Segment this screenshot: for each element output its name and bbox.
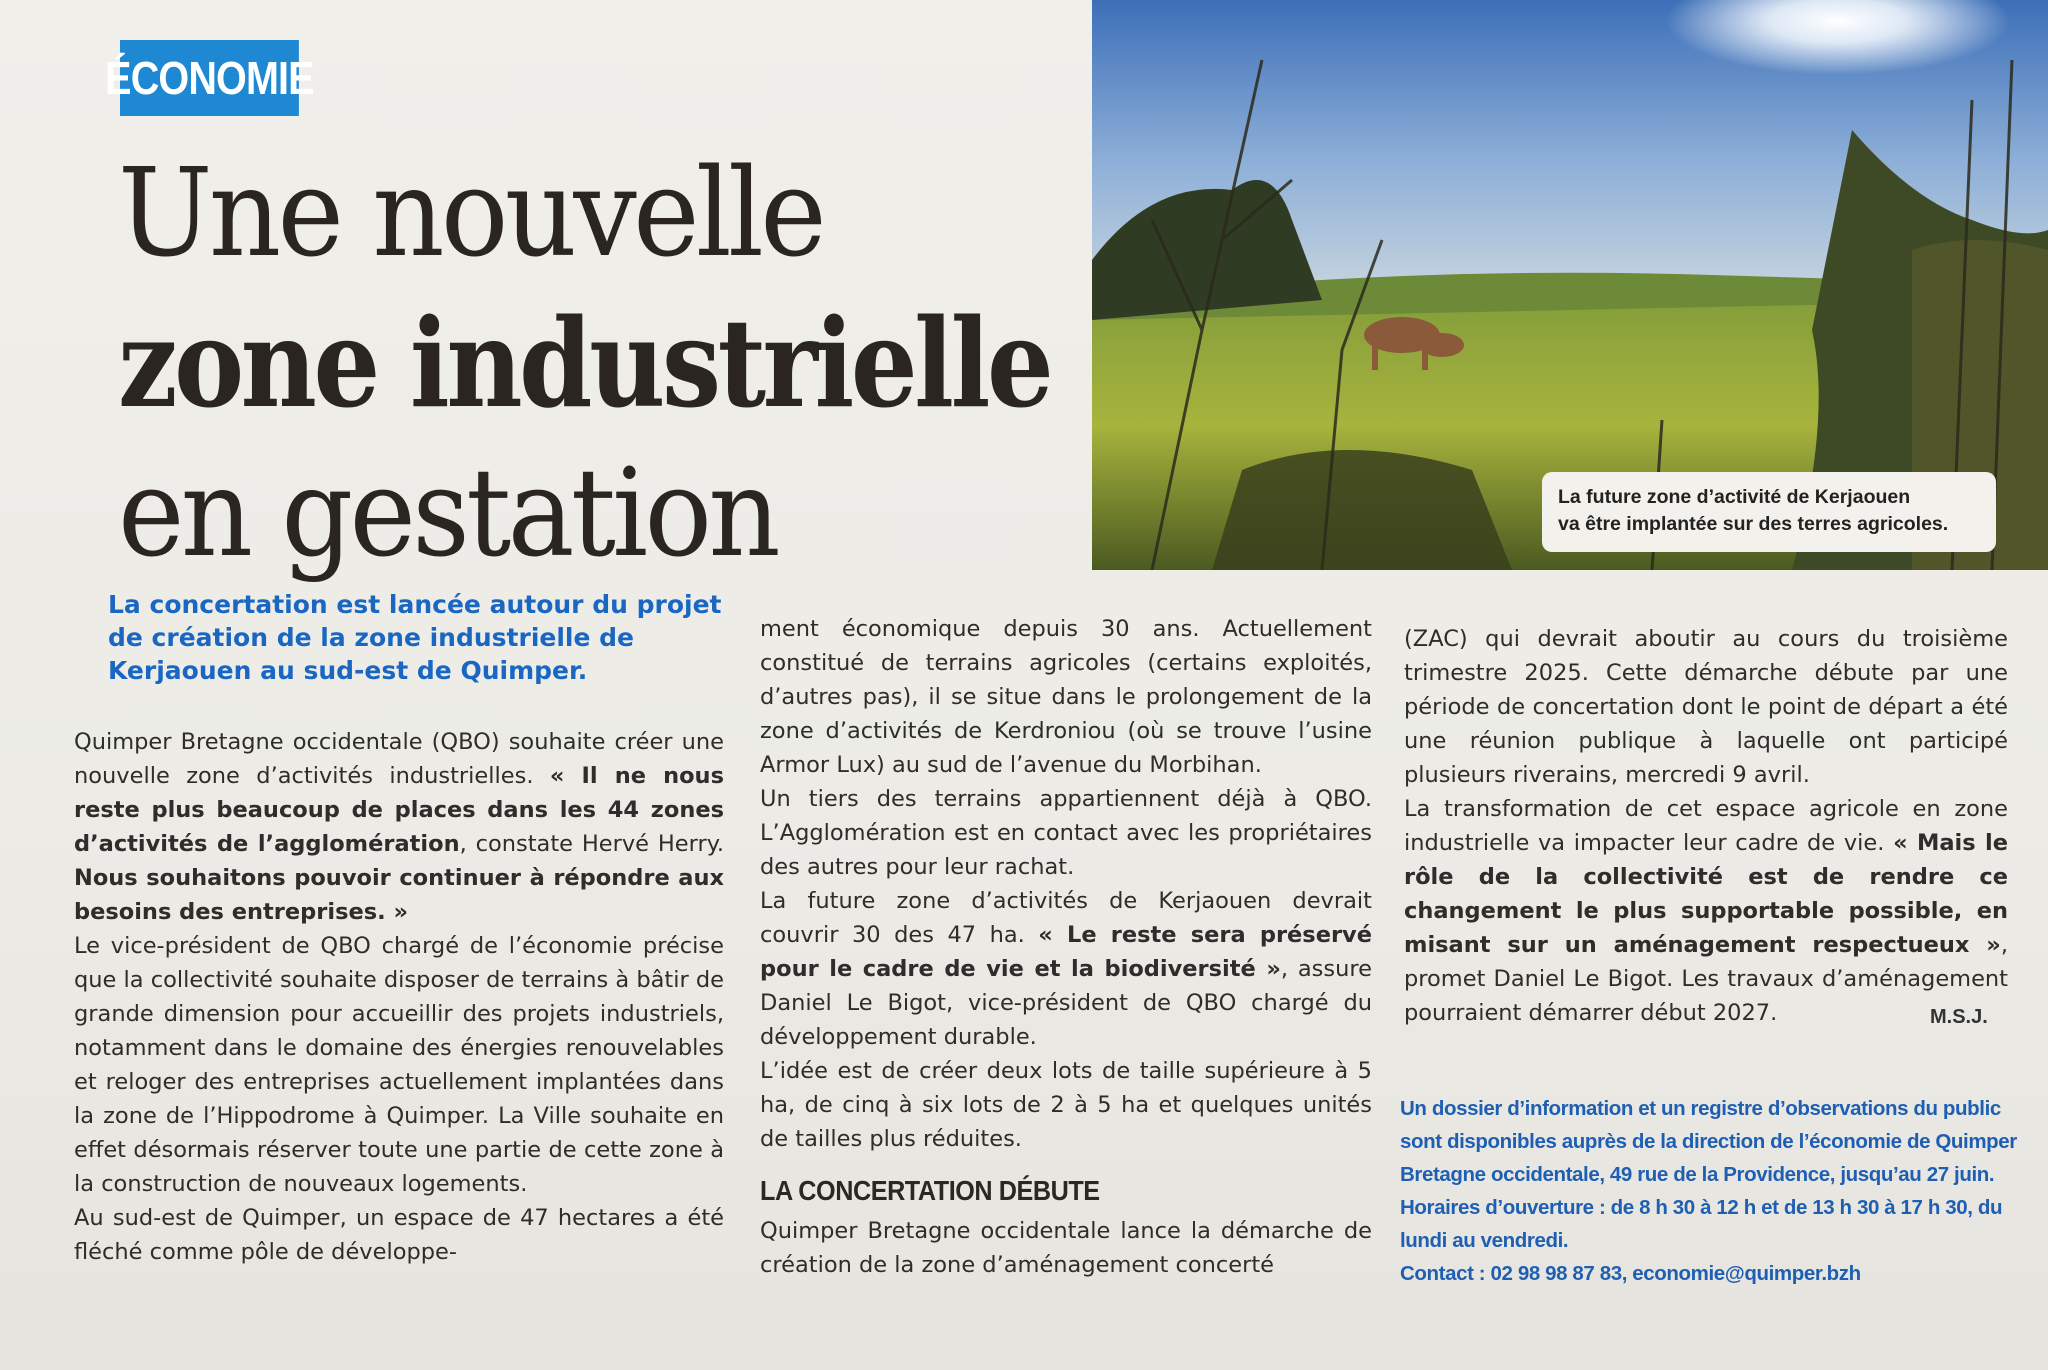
article-lead: La concertation est lancée autour du projet de création de la zone industrielle de Kerjaouen au sud-est de Quimper. [108, 590, 722, 685]
paragraph [74, 725, 724, 929]
paragraph [1404, 792, 2008, 1030]
text-run: Quimper Bretagne occidentale (QBO) souhaite créer une nouvelle zone d’activités industrielles. [74, 729, 724, 789]
subheading: LA CONCERTATION DÉBUTE [760, 1175, 1100, 1206]
headline-line-1: Une nouvelle [118, 142, 824, 284]
paragraph: Quimper Bretagne occidentale lance la démarche de création de la zone d’aménagement concerté [760, 1218, 1372, 1278]
text-column-1 [74, 725, 724, 1269]
author-signature: M.S.J. [1930, 1006, 1988, 1028]
photo-caption [1542, 472, 1996, 552]
text-run: , assure Daniel Le Bigot, vice-président de QBO chargé du développement durable. [760, 956, 1372, 1050]
section-rubric: ÉCONOMIE [120, 40, 299, 116]
paragraph: L’idée est de créer deux lots de taille supérieure à 5 ha, de cinq à six lots de 2 à 5 ha et quelques unités de tailles plus réduites. [760, 1058, 1372, 1152]
info-line: Un dossier d’information et un registre d’observations du public sont disponibles auprès de la direction de l’économie de Quimper Bretagne occidentale, 49 rue de la Providence, jusqu’au 27 juin. [1400, 1097, 2017, 1186]
text-run: La future zone d’activités de Kerjaouen devrait couvrir 30 des 47 ha. [760, 888, 1372, 948]
text-column-3 [1404, 622, 2008, 1030]
paragraph: Un tiers des terrains appartiennent déjà à QBO. L’Agglomération est en contact avec les propriétaires des autres pour leur rachat. [760, 786, 1372, 880]
paragraph: Le vice-président de QBO chargé de l’économie précise que la collectivité souhaite disposer de terrains à bâtir de grande dimension pour accueillir des projets industriels, notamment dans le domaine des énergies renouvelables et reloger des entreprises actuellement implantées dans la zone de l’Hippodrome à Quimper. La Ville souhaite en effet désormais réserver toute une partie de cette zone à la construction de nouveaux logements. [74, 933, 725, 1197]
caption-line-1: La future zone d’activité de Kerjaouen [1558, 486, 1911, 508]
text-run: , constate Hervé Herry. [459, 831, 724, 857]
headline-line-3: en gestation [118, 442, 777, 584]
quote-run: « Mais le rôle de la collectivité est de rendre ce changement le plus supportable possible, en misant sur un aménagement respectueux » [1404, 830, 2009, 958]
quote-run: « Le reste sera préservé pour le cadre de vie et la biodiversité » [760, 922, 1372, 982]
paragraph: ment économique depuis 30 ans. Actuellement constitué de terrains agricoles (certains exploités, d’autres pas), il se situe dans le prolongement de la zone d’activités de Kerdroniou (où se trouve l’usine Armor Lux) au sud de l’avenue du Morbihan. [760, 616, 1372, 778]
text-column-2 [760, 612, 1372, 1282]
quote-run: « Il ne nous reste plus beaucoup de places dans les 44 zones d’activités de l’agglomération [74, 763, 724, 857]
info-contact: Contact : 02 98 98 87 83, economie@quimper.bzh [1400, 1262, 1861, 1285]
info-line: Horaires d’ouverture : de 8 h 30 à 12 h et de 13 h 30 à 17 h 30, du lundi au vendredi. [1400, 1196, 2003, 1252]
quote-run: Nous souhaitons pouvoir continuer à répondre aux besoins des entreprises. » [74, 865, 724, 925]
paragraph [760, 884, 1372, 1054]
paragraph: Au sud-est de Quimper, un espace de 47 hectares a été fléché comme pôle de développe- [74, 1205, 724, 1265]
paragraph: (ZAC) qui devrait aboutir au cours du troisième trimestre 2025. Cette démarche débute par une période de concertation dont le point de départ a été une réunion publique à laquelle ont participé plusieurs riverains, mercredi 9 avril. [1404, 626, 2008, 788]
text-run: , promet Daniel Le Bigot. Les travaux d’aménagement pourraient démarrer début 2027. [1404, 932, 2008, 1026]
caption-line-2: va être implantée sur des terres agricoles. [1558, 513, 1949, 535]
headline-line-2: zone industrielle [118, 291, 1051, 435]
text-run: La transformation de cet espace agricole en zone industrielle va impacter leur cadre de vie. [1404, 796, 2008, 856]
headline [118, 138, 1078, 588]
info-box [1400, 1092, 2020, 1290]
